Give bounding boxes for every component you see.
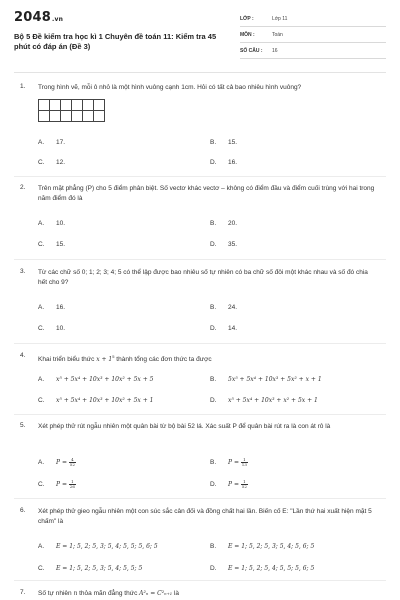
meta-count-value: 16	[272, 48, 278, 54]
question-text: Xét phép thử gieo ngẫu nhiên một con súc sắc cân đối và đồng chất hai lần. Biến cố E: "Lần thứ hai xuất hiện mặt 5 chấm" là	[38, 508, 372, 525]
question-number: 6.	[20, 507, 26, 514]
grid-row	[38, 99, 104, 110]
option-a[interactable]: A. P = $\frac{4}{52}$	[38, 457, 75, 467]
question-text: Xét phép thử rút ngẫu nhiên một quân bài từ bộ bài 52 lá. Xác suất P để quân bài rút ra là con át rô là	[38, 423, 331, 430]
option-b[interactable]: B. 20.	[210, 220, 238, 227]
option-c[interactable]: C. 12.	[38, 159, 66, 166]
option-a[interactable]: A. 10.	[38, 220, 66, 227]
document-meta	[240, 14, 386, 62]
square-grid-figure	[38, 99, 104, 121]
site-logo[interactable]: 2048.vn	[14, 10, 64, 25]
meta-class-value: Lớp 11	[272, 16, 288, 22]
option-a[interactable]: A. x⁵ + 5x⁴ + 10x³ + 10x² + 5x + 5	[38, 376, 154, 383]
meta-count-key: SỐ CÂU :	[240, 48, 263, 54]
question-divider	[14, 176, 386, 177]
question-7	[20, 589, 386, 600]
expression-math: x + 1	[96, 356, 113, 364]
question-6	[20, 507, 386, 577]
question-number: 3.	[20, 268, 26, 275]
option-d[interactable]: D. 35.	[210, 241, 238, 248]
option-c[interactable]: C. 15.	[38, 241, 66, 248]
question-number: 7.	[20, 589, 26, 596]
question-5	[20, 422, 386, 492]
question-text: Khai triển biểu thức $x + 1^5$ thành tổng các đơn thức ta được	[38, 354, 212, 364]
option-a[interactable]: A. 16.	[38, 304, 66, 311]
option-d[interactable]: D. E = 1; 5, 2; 5, 4; 5, 5; 5, 6; 5	[210, 565, 315, 572]
question-text: Số tự nhiên n thỏa mãn đẳng thức A²ₙ = C²ₙ₊₁ là	[38, 590, 180, 597]
option-d[interactable]: D. x⁵ + 5x⁴ + 10x³ + x² + 5x + 1	[210, 397, 318, 404]
option-b[interactable]: B. 15.	[210, 139, 238, 146]
meta-subject-key: MÔN :	[240, 32, 255, 38]
header-divider	[14, 72, 386, 73]
option-c[interactable]: C. x⁵ + 5x⁴ + 10x³ + 10x² + 5x + 1	[38, 397, 154, 404]
option-b[interactable]: B. P = $\frac{1}{13}$	[210, 457, 247, 467]
option-b[interactable]: B. 5x⁵ + 5x⁴ + 10x³ + 5x² + x + 1	[210, 376, 322, 383]
question-text: Từ các chữ số 0; 1; 2; 3; 4; 5 có thể lập được bao nhiêu số tự nhiên có ba chữ số đôi một khác nhau và số đó chia hết cho 9?	[38, 269, 368, 286]
question-number: 2.	[20, 184, 26, 191]
question-number: 1.	[20, 83, 26, 90]
question-number: 5.	[20, 422, 26, 429]
option-a[interactable]: A. 17.	[38, 139, 66, 146]
option-c[interactable]: C. 10.	[38, 325, 66, 332]
option-c[interactable]: C. E = 1; 5, 2; 5, 3; 5, 4; 5, 5; 5	[38, 565, 143, 572]
meta-class-key: LỚP :	[240, 16, 254, 22]
question-divider	[14, 343, 386, 344]
option-d[interactable]: D. 16.	[210, 159, 238, 166]
question-text: Trong hình vẽ, mỗi ô nhỏ là một hình vuông cạnh 1cm. Hỏi có tất cả bao nhiêu hình vuông?	[38, 84, 302, 91]
option-b[interactable]: B. 24.	[210, 304, 238, 311]
meta-class-row	[240, 14, 386, 27]
document-title: Bộ 5 Đề kiểm tra học kì 1 Chuyên đề toán 11: Kiểm tra 45 phút có đáp án (Đề 3)	[14, 32, 217, 51]
question-1	[20, 83, 386, 173]
document-header	[14, 10, 386, 66]
meta-count-row	[240, 46, 386, 59]
question-divider	[14, 498, 386, 499]
question-4	[20, 352, 386, 412]
question-number: 4.	[20, 352, 26, 359]
question-divider	[14, 414, 386, 415]
option-d[interactable]: D. P = $\frac{1}{52}$	[210, 479, 247, 489]
question-3	[20, 268, 386, 338]
meta-subject-row	[240, 30, 386, 43]
question-divider	[14, 259, 386, 260]
option-a[interactable]: A. E = 1; 5, 2; 5, 3; 5, 4; 5, 5; 5, 6; 5	[38, 543, 158, 550]
question-text: Trên mặt phẳng (P) cho 5 điểm phân biệt. Số vectơ khác vectơ – không có điểm đầu và điểm cuối trùng với hai trong năm điểm đó là	[38, 185, 375, 202]
grid-cell	[93, 110, 105, 122]
grid-row	[38, 110, 104, 121]
option-c[interactable]: C. P = $\frac{1}{26}$	[38, 479, 75, 489]
option-d[interactable]: D. 14.	[210, 325, 238, 332]
question-2	[20, 184, 386, 254]
meta-subject-value: Toán	[272, 32, 283, 38]
question-divider	[14, 580, 386, 581]
option-b[interactable]: B. E = 1; 5, 2; 5, 3; 5, 4; 5, 6; 5	[210, 543, 315, 550]
